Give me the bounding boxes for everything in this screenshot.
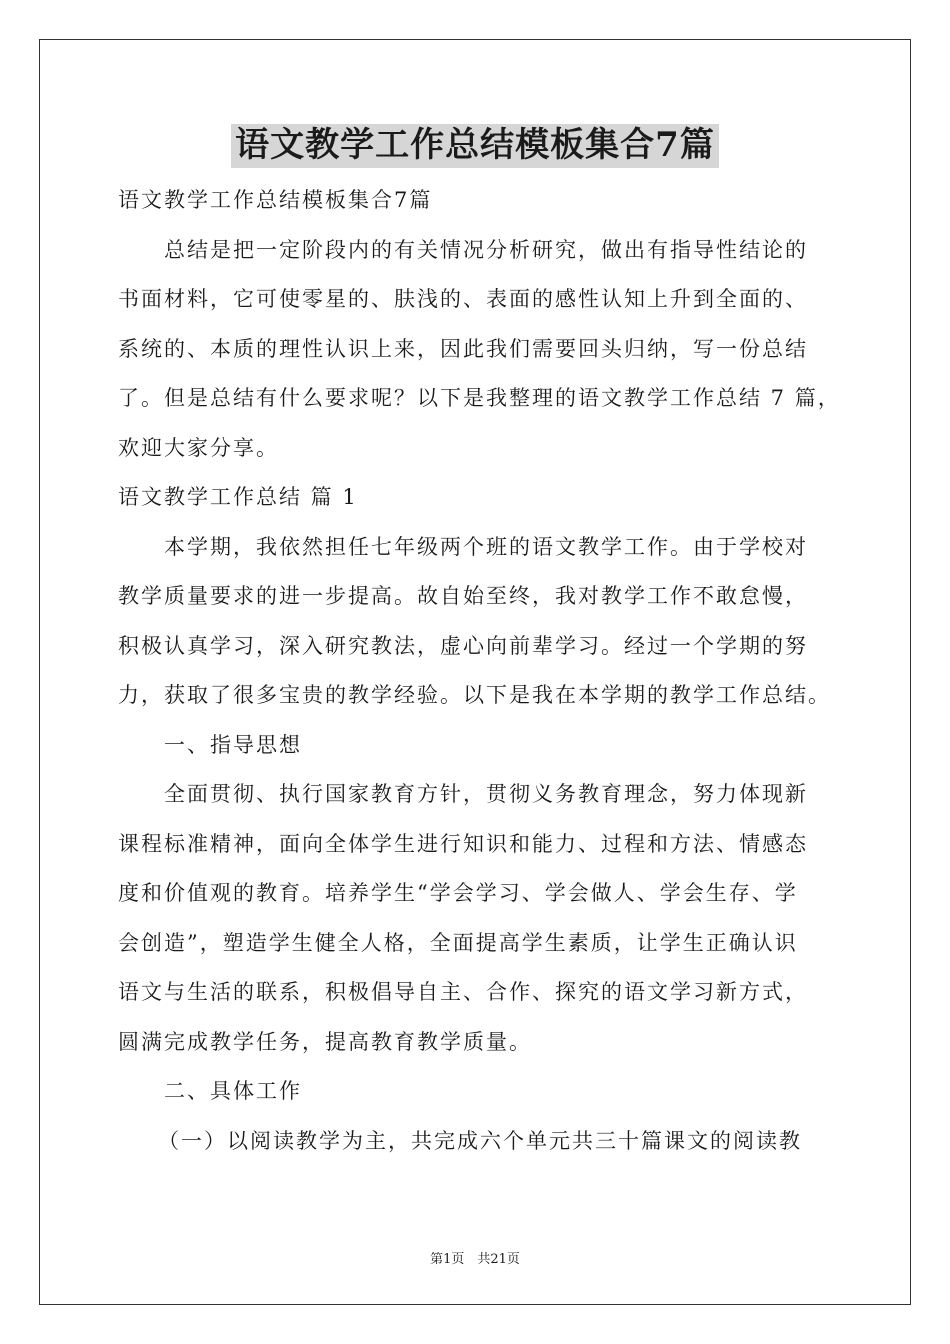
paragraph-line: 力，获取了很多宝贵的教学经验。以下是我在本学期的教学工作总结。 [118,683,831,707]
paragraph-line: 了。但是总结有什么要求呢？以下是我整理的语文教学工作总结 7 篇， [118,386,841,410]
page-number: 第1页 共21页 [430,1252,520,1267]
paragraph-line: 度和价值观的教育。培养学生“学会学习、学会做人、学会生存、学 [118,881,798,905]
paragraph-line: 本学期，我依然担任七年级两个班的语文教学工作。由于学校对 [164,534,808,559]
section-heading: 语文教学工作总结 篇 1 [118,485,358,509]
paragraph-line: 系统的、本质的理性认识上来，因此我们需要回头归纳，写一份总结 [118,336,808,361]
paragraph-line: （一）以阅读教学为主，共完成六个单元共三十篇课文的阅读教 [158,1128,802,1153]
paragraph-line: 圆满完成教学任务，提高教育教学质量。 [118,1029,532,1054]
page-footer [0,1248,950,1267]
paragraph-line: 欢迎大家分享。 [118,435,279,460]
paragraph-line: 积极认真学习，深入研究教法，虚心向前辈学习。经过一个学期的努 [118,633,808,658]
document-title-text: 语文教学工作总结模板集合7篇 [231,124,719,168]
paragraph-line: 全面贯彻、执行国家教育方针，贯彻义务教育理念，努力体现新 [164,782,808,806]
paragraph-line: 书面材料，它可使零星的、肤浅的、表面的感性认知上升到全面的、 [118,287,808,311]
document-body [118,179,841,1169]
paragraph-line: 总结是把一定阶段内的有关情况分析研究，做出有指导性结论的 [164,237,808,262]
paragraph-line: 教学质量要求的进一步提高。故自始至终，我对教学工作不敢怠慢， [118,584,808,608]
subtitle-line: 语文教学工作总结模板集合7篇 [118,188,433,212]
paragraph-line: 会创造”，塑造学生健全人格，全面提高学生素质，让学生正确认识 [118,930,798,955]
paragraph-line: 课程标准精神，面向全体学生进行知识和能力、过程和方法、情感态 [118,831,808,856]
document-title [0,124,950,168]
subsection-heading: 一、指导思想 [164,732,302,757]
subsection-heading: 二、具体工作 [164,1079,302,1103]
paragraph-line: 语文与生活的联系，积极倡导自主、合作、探究的语文学习新方式， [118,980,808,1004]
